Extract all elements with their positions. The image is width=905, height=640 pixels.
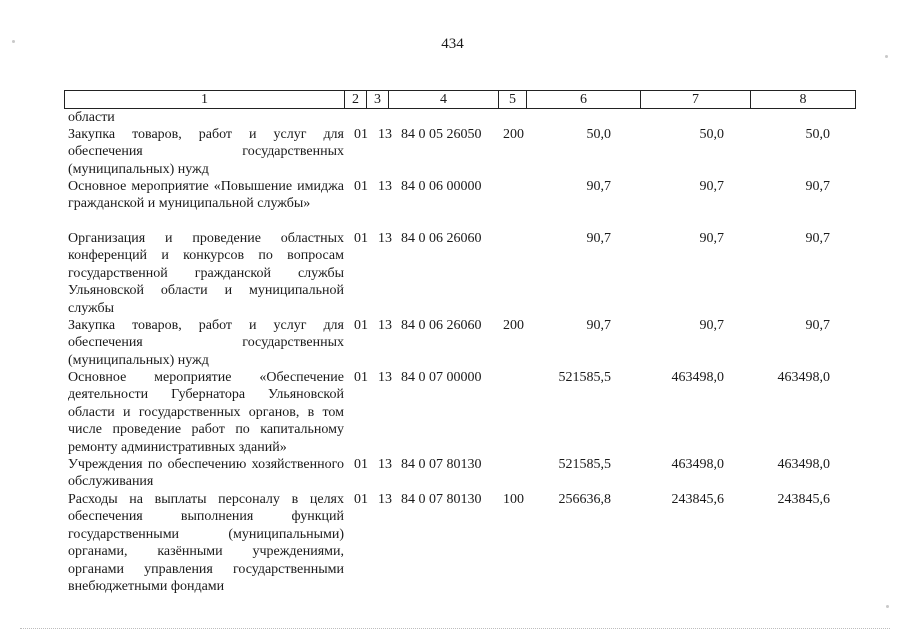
row-section: 01 [354,231,368,246]
row-col-8: 463498,0 [777,370,830,385]
row-name: Учреждения по обеспечению хозяйственного обслуживания [68,457,344,490]
header-col-2: 2 [345,91,367,108]
row-col-8: 90,7 [805,318,830,333]
row-subsection: 13 [378,231,392,246]
row-col-6: 90,7 [586,231,611,246]
scan-speck [12,40,15,43]
row-name: Основное мероприятие «Обеспечение деятельности Губернатора Ульяновской области и государственных органов, в том числе проведение работ по капитальному ремонту административных зданий» [68,370,344,455]
header-col-5: 5 [499,91,527,108]
header-col-1: 1 [65,91,345,108]
page-number: 434 [441,36,464,52]
scan-speck [886,605,889,608]
header-col-8: 8 [799,92,807,107]
row-name: Основное мероприятие «Повышение имиджа гражданской и муниципальной службы» [68,179,344,212]
row-col-8: 90,7 [805,179,830,194]
row-name: области [68,110,115,125]
row-expense-type: 200 [503,318,524,333]
row-target-code: 84 0 06 26060 [401,318,482,333]
row-col-7: 463498,0 [671,370,724,385]
row-section: 01 [354,179,368,194]
header-col-6: 6 [527,91,641,108]
row-target-code: 84 0 06 26060 [401,231,482,246]
row-col-6: 90,7 [586,179,611,194]
row-col-6: 50,0 [586,127,611,142]
row-target-code: 84 0 07 80130 [401,492,482,507]
row-col-7: 50,0 [699,127,724,142]
row-name: Закупка товаров, работ и услуг для обеспечения государственных (муниципальных) нужд [68,318,344,368]
row-name: Закупка товаров, работ и услуг для обеспечения государственных (муниципальных) нужд [68,127,344,177]
row-col-7: 463498,0 [671,457,724,472]
row-target-code: 84 0 07 00000 [401,370,482,385]
row-section: 01 [354,318,368,333]
row-col-8: 463498,0 [777,457,830,472]
row-expense-type: 200 [503,127,524,142]
row-expense-type: 100 [503,492,524,507]
table-row [0,491,905,596]
table-row [0,456,905,491]
row-col-7: 243845,6 [671,492,724,507]
table-row [0,178,905,230]
row-col-6: 521585,5 [558,457,611,472]
scan-edge-noise [20,628,890,630]
header-col-7: 7 [641,91,751,108]
row-name: Организация и проведение областных конференций и конкурсов по вопросам государственной гражданской службы Ульяновской области и муниципальной службы [68,231,344,316]
row-section: 01 [354,492,368,507]
table-row-continuation [0,109,905,126]
header-col-3: 3 [367,91,389,108]
row-subsection: 13 [378,370,392,385]
row-section: 01 [354,127,368,142]
row-subsection: 13 [378,179,392,194]
row-col-7: 90,7 [699,179,724,194]
row-col-8: 50,0 [805,127,830,142]
table-row [0,126,905,178]
row-target-code: 84 0 06 00000 [401,179,482,194]
scan-speck [885,55,888,58]
row-subsection: 13 [378,492,392,507]
table-body [0,109,905,596]
row-col-8: 243845,6 [777,492,830,507]
row-col-6: 256636,8 [558,492,611,507]
header-col-4: 4 [389,91,499,108]
table-header-row [64,90,856,109]
row-subsection: 13 [378,127,392,142]
row-col-8: 90,7 [805,231,830,246]
row-section: 01 [354,370,368,385]
row-col-6: 90,7 [586,318,611,333]
table-row [0,369,905,456]
row-section: 01 [354,457,368,472]
row-target-code: 84 0 05 26050 [401,127,482,142]
row-subsection: 13 [378,457,392,472]
table-row [0,317,905,369]
row-name: Расходы на выплаты персоналу в целях обеспечения выполнения функций государственными (муниципальными) органами, казёнными учреждениями, органами управления государственными внебюджетными фондами [68,492,344,595]
row-col-6: 521585,5 [558,370,611,385]
table-row [0,230,905,317]
row-col-7: 90,7 [699,231,724,246]
row-col-7: 90,7 [699,318,724,333]
row-target-code: 84 0 07 80130 [401,457,482,472]
row-subsection: 13 [378,318,392,333]
